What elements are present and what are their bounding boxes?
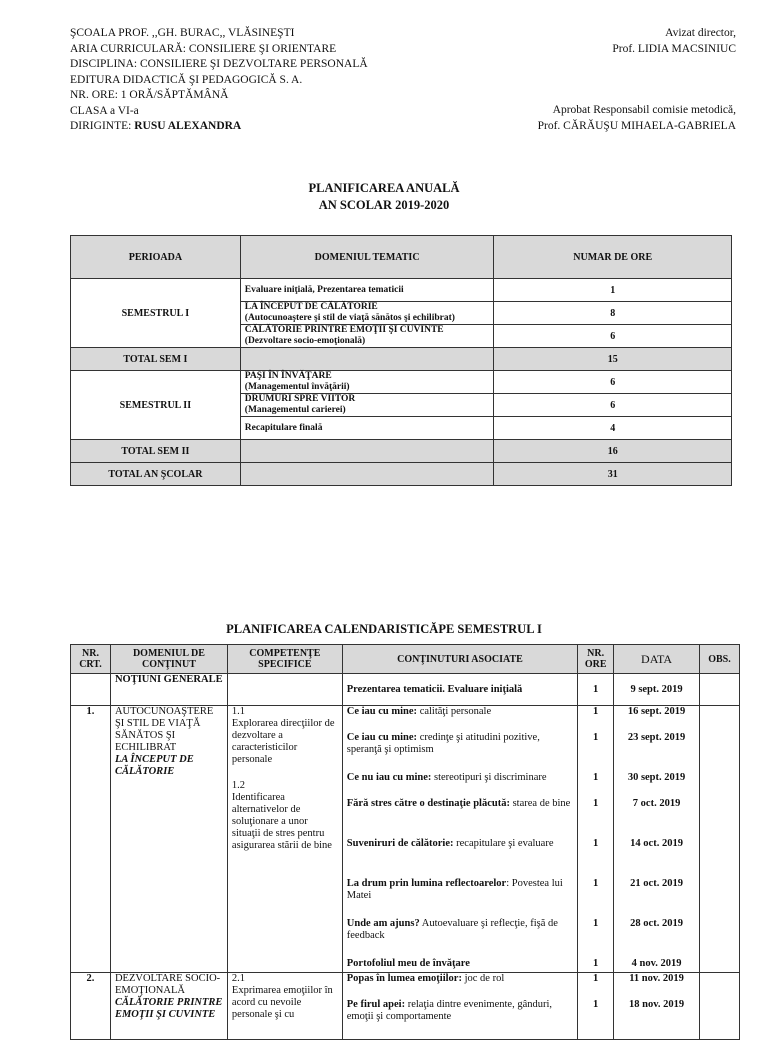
table-row: NOŢIUNI GENERALE Prezentarea tematicii. Evaluare iniţială 1 9 sept. 2019 [71, 674, 740, 706]
table-row: Recapitulare finală 4 [71, 417, 732, 440]
discipline: DISCIPLINA: CONSILIERE ŞI DEZVOLTARE PERSONALĂ [70, 58, 368, 70]
director-name: Prof. LIDIA MACSINIUC [612, 42, 736, 55]
calendar-plan-title: PLANIFICAREA CALENDARISTICĂPE SEMESTRUL I [226, 622, 542, 636]
class-grade: CLASA a VI-a [70, 104, 139, 117]
annual-plan-table [70, 235, 732, 486]
school-header [70, 26, 368, 135]
table-row: 2. DEZVOLTARE SOCIO-EMOŢIONALĂ CĂLĂTORIE PRINTRE EMOŢII ŞI CUVINTE 2.1 Exprimarea emoţiilor în acord cu nevoile personale şi cu Popas în lumea emoţiilor: joc de rol Pe firul apei: relaţia dintre evenimente, gânduri, emoţii şi comportamente 1 1 11 nov. 2019 18 nov. 2019 [71, 973, 740, 1040]
hours-per-week: NR. ORE: 1 ORĂ/SĂPTĂMÂNĂ [70, 89, 229, 101]
curricular-area: ARIA CURRICULARĂ: CONSILIERE ŞI ORIENTARE [70, 42, 337, 55]
committee-head-name: Prof. CĂRĂUŞU MIHAELA-GABRIELA [537, 119, 736, 132]
list-item: Fără stres către o destinaţie plăcută: starea de bine [346, 798, 571, 809]
diriginte-name: RUSU ALEXANDRA [134, 120, 242, 132]
list-item: Ce nu iau cu mine: stereotipuri şi discriminare [346, 772, 547, 783]
table-header-row: PERIOADA DOMENIUL TEMATIC NUMAR DE ORE [71, 236, 732, 279]
list-item: Ce iau cu mine: credinţe şi atitudini pozitive, speranţă şi optimism [346, 732, 540, 755]
table-row: SEMESTRUL I Evaluare iniţială, Prezentarea tematicii 1 [71, 279, 732, 302]
director-approval: Avizat director, Prof. LIDIA MACSINIUC [612, 26, 736, 57]
total-sem2-row: TOTAL SEM II 16 [71, 440, 732, 463]
list-item: La drum prin lumina reflectoarelor: Povestea lui Matei [346, 878, 563, 901]
table-row: CĂLĂTORIE PRINTRE EMOŢII ŞI CUVINTE (Dezvoltare socio-emoţională) 6 [71, 325, 732, 348]
table-row: 1. AUTOCUNOAŞTERE ŞI STIL DE VIAŢĂ SĂNĂTOS ŞI ECHILIBRAT LA ÎNCEPUT DE CĂLĂTORIE 1.1 Explorarea direcţiilor de dezvoltare a caracteristicilor personale 1.2 Identificarea alternativelor de soluţionare a unor situaţii de stres pentru asigurarea stării de bine Ce iau cu mine: calităţi personale Ce iau cu mine: credinţe şi atitudini pozitive, speranţă şi optimism Ce nu iau cu mine: stereotipuri şi discriminare Fără stres către o destinaţie plăcută: starea de bine Suveniruri de călătorie: recapitulare şi evaluare La drum prin lumina reflectoarelor: Povestea lui Matei Unde am ajuns? Autoevaluare şi reflecţie, fişă de feedback Portofoliul meu de învăţare 1 1 1 1 1 1 1 1 16 sept. 2019 23 sept. 2019 30 sept. 2019 7 oct. 2019 14 oct. 2019 21 oct. 2019 28 oct. 2019 4 nov. 2019 [71, 706, 740, 973]
list-item: Pe firul apei: relaţia dintre evenimente, gânduri, emoţii şi comportamente [346, 999, 553, 1022]
list-item: Ce iau cu mine: calităţi personale [346, 706, 492, 717]
semester-1-label: SEMESTRUL I [71, 279, 241, 348]
calendar-plan-table [70, 644, 740, 1040]
list-item: Suveniruri de călătorie: recapitulare şi evaluare [346, 838, 554, 849]
list-item: Popas în lumea emoţiilor: joc de rol [346, 973, 505, 984]
diriginte-line: DIRIGINTE: RUSU ALEXANDRA [70, 120, 242, 132]
list-item: Unde am ajuns? Autoevaluare şi reflecţie, fişă de feedback [346, 918, 558, 941]
semester-2-label: SEMESTRUL II [71, 371, 241, 440]
total-sem1-row: TOTAL SEM I 15 [71, 348, 732, 371]
list-item: Portofoliul meu de învăţare [346, 958, 470, 969]
table-row: LA ÎNCEPUT DE CĂLĂTORIE (Autocunoaştere şi stil de viaţă sănătos şi echilibrat) 8 [71, 302, 732, 325]
table-header-row: NR. CRT. DOMENIUL DE CONŢINUT COMPETENŢE SPECIFICE CONŢINUTURI ASOCIATE NR. ORE DATA OBS. [71, 645, 740, 674]
annual-plan-title: PLANIFICAREA ANUALĂ AN SCOLAR 2019-2020 [308, 181, 460, 212]
school-name: ŞCOALA PROF. ,,GH. BURAC,, VLĂSINEŞTI [70, 27, 295, 39]
committee-approval: Aprobat Responsabil comisie metodică, Prof. CĂRĂUŞU MIHAELA-GABRIELA [538, 103, 736, 134]
table-row: DRUMURI SPRE VIITOR (Managementul carierei) 6 [71, 394, 732, 417]
total-year-row: TOTAL AN ŞCOLAR 31 [71, 463, 732, 486]
publisher: EDITURA DIDACTICĂ ŞI PEDAGOGICĂ S. A. [70, 73, 303, 86]
table-row: SEMESTRUL II PAŞI ÎN ÎNVĂŢARE (Managementul învăţării) 6 [71, 371, 732, 394]
